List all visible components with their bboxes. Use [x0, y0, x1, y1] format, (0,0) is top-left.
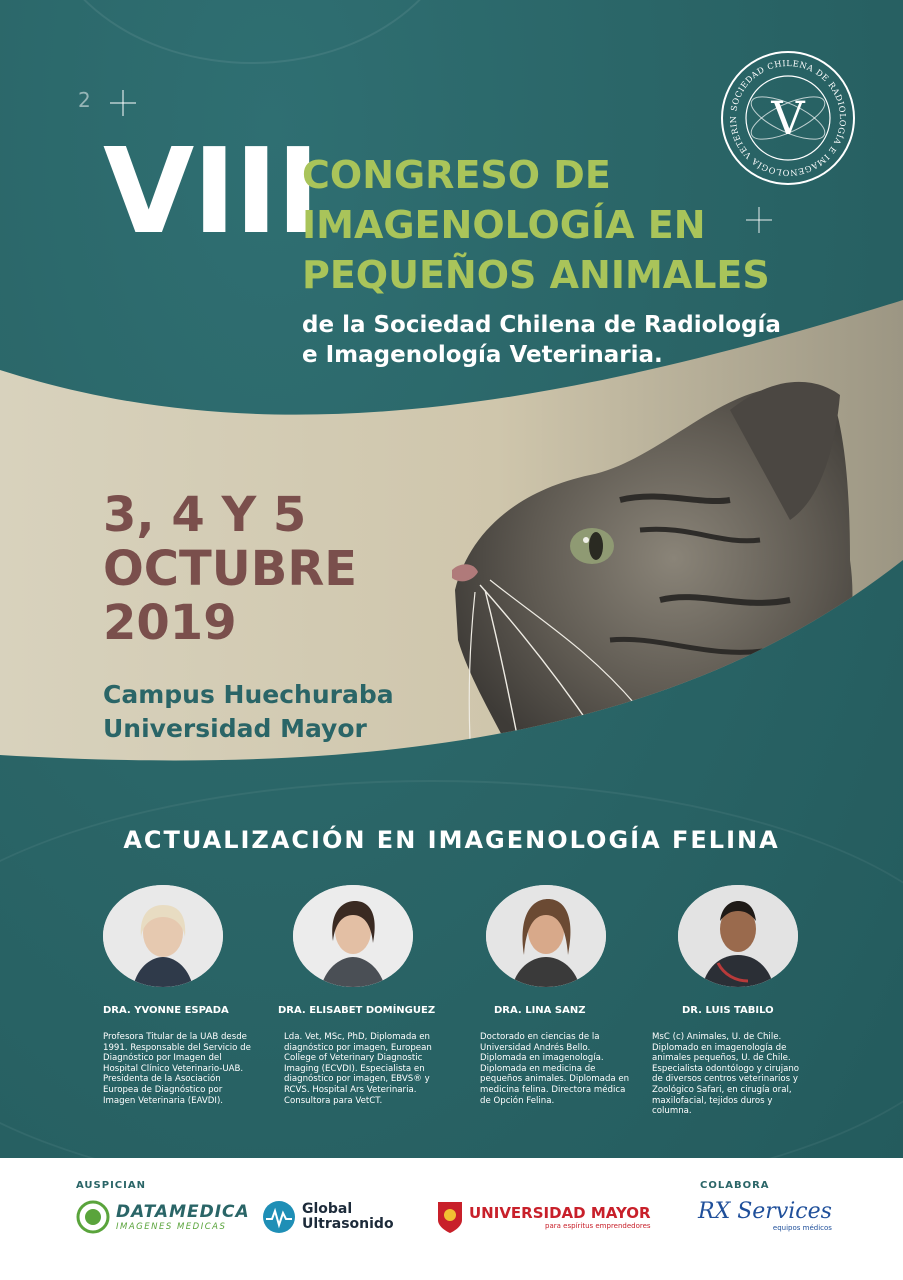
speaker-name: DRA. ELISABET DOMÍNGUEZ [278, 1005, 436, 1016]
date-line: OCTUBRE [103, 541, 358, 597]
svg-text:SOCIEDAD CHILENA DE RADIOLOGÍA: SOCIEDAD CHILENA DE RADIOLOGÍA E IMAGENOLOGÍA VETERIN [727, 57, 849, 179]
scan-marker [78, 88, 91, 112]
sponsor-tagline: para espíritus emprendedores [545, 1221, 651, 1230]
title-line: PEQUEÑOS ANIMALES [302, 253, 770, 297]
venue-line: Universidad Mayor [103, 714, 367, 743]
sponsor-name-line: Ultrasonido [302, 1216, 394, 1232]
sponsor-tagline: IMAGENES MEDICAS [116, 1221, 227, 1232]
edition-numeral: VIII [103, 122, 319, 260]
event-dates [103, 488, 357, 650]
speaker-name: DRA. YVONNE ESPADA [103, 1005, 229, 1016]
ultrasound-wave-icon [262, 1200, 296, 1234]
auspician-label: AUSPICIAN [76, 1180, 146, 1191]
scan-marker-number: 2 [78, 88, 91, 112]
collaborator-name: RX Services [698, 1199, 832, 1224]
speaker-bio: Lda. Vet, MSc, PhD, Diplomada en diagnóstico por imagen, European College of Veterinary Diagnostic Imaging (ECVDI). Especialista en diagnóstico por imagen, EBVS® y RCVS. Hospital Ars Veterinaria. Consultora para VetCT. [284, 1032, 432, 1106]
sponsor-universidad-mayor [437, 1200, 651, 1234]
speaker-photo [293, 885, 413, 987]
speaker-photo [678, 885, 798, 987]
subtitle-line: de la Sociedad Chilena de Radiología [302, 312, 781, 338]
date-line: 3, 4 Y 5 [103, 487, 307, 543]
speaker-card [278, 885, 468, 1106]
speaker-photo [486, 885, 606, 987]
sponsors-footer [0, 1158, 903, 1280]
speaker-card [652, 885, 842, 1117]
event-venue [103, 678, 394, 746]
date-line: 2019 [103, 595, 237, 651]
datamedica-logo-icon [76, 1200, 110, 1234]
title-line: IMAGENOLOGÍA EN [302, 203, 706, 247]
speaker-bio: Doctorado en ciencias de la Universidad Andrés Bello. Diplomada en imagenología. Diplomada en medicina de pequeños animales. Diplomada en medicina felina. Directora médica de Opción Felina. [480, 1032, 630, 1106]
svg-text:V: V [771, 91, 805, 145]
collaborator-tagline: equipos médicos [772, 1224, 832, 1232]
speaker-card [103, 885, 293, 1106]
speaker-name: DRA. LINA SANZ [494, 1005, 586, 1016]
venue-line: Campus Huechuraba [103, 680, 394, 709]
ultrasound-arc [40, 0, 464, 64]
speaker-photo [103, 885, 223, 987]
title-line: CONGRESO DE [302, 153, 611, 197]
speaker-bio: MsC (c) Animales, U. de Chile. Diplomado en imagenología de animales pequeños, U. de Chile. Especialista odontólogo y cirujano de diversos centros veterinarios y Zoológico Safari, en cirugía oral, maxilofacial, tejidos duros y columna. [652, 1032, 800, 1117]
subtitle-line: e Imagenología Veterinaria. [302, 342, 663, 368]
section-title: ACTUALIZACIÓN EN IMAGENOLOGÍA FELINA [123, 826, 780, 854]
sponsor-name-line: Global [302, 1201, 353, 1217]
sponsor-datamedica [76, 1200, 250, 1234]
congress-title [302, 150, 770, 300]
sponsor-global-ultrasonido [262, 1200, 394, 1234]
collaborator-rx-services [698, 1200, 832, 1232]
sponsor-name: UNIVERSIDAD MAYOR [469, 1203, 651, 1222]
university-shield-icon [437, 1200, 463, 1234]
sponsor-name: DATAMEDICA [116, 1201, 250, 1222]
crosshair-icon [108, 88, 138, 118]
speaker-name: DR. LUIS TABILO [682, 1005, 774, 1016]
colabora-label: COLABORA [700, 1180, 770, 1191]
speaker-card [482, 885, 672, 1106]
speaker-bio: Profesora Titular de la UAB desde 1991. Responsable del Servicio de Diagnóstico por Imagen del Hospital Clínico Veterinario-UAB. Presidenta de la Asociación Europea de Diagnóstico por Imagen Veterinaria (EAVDI). [103, 1032, 251, 1106]
